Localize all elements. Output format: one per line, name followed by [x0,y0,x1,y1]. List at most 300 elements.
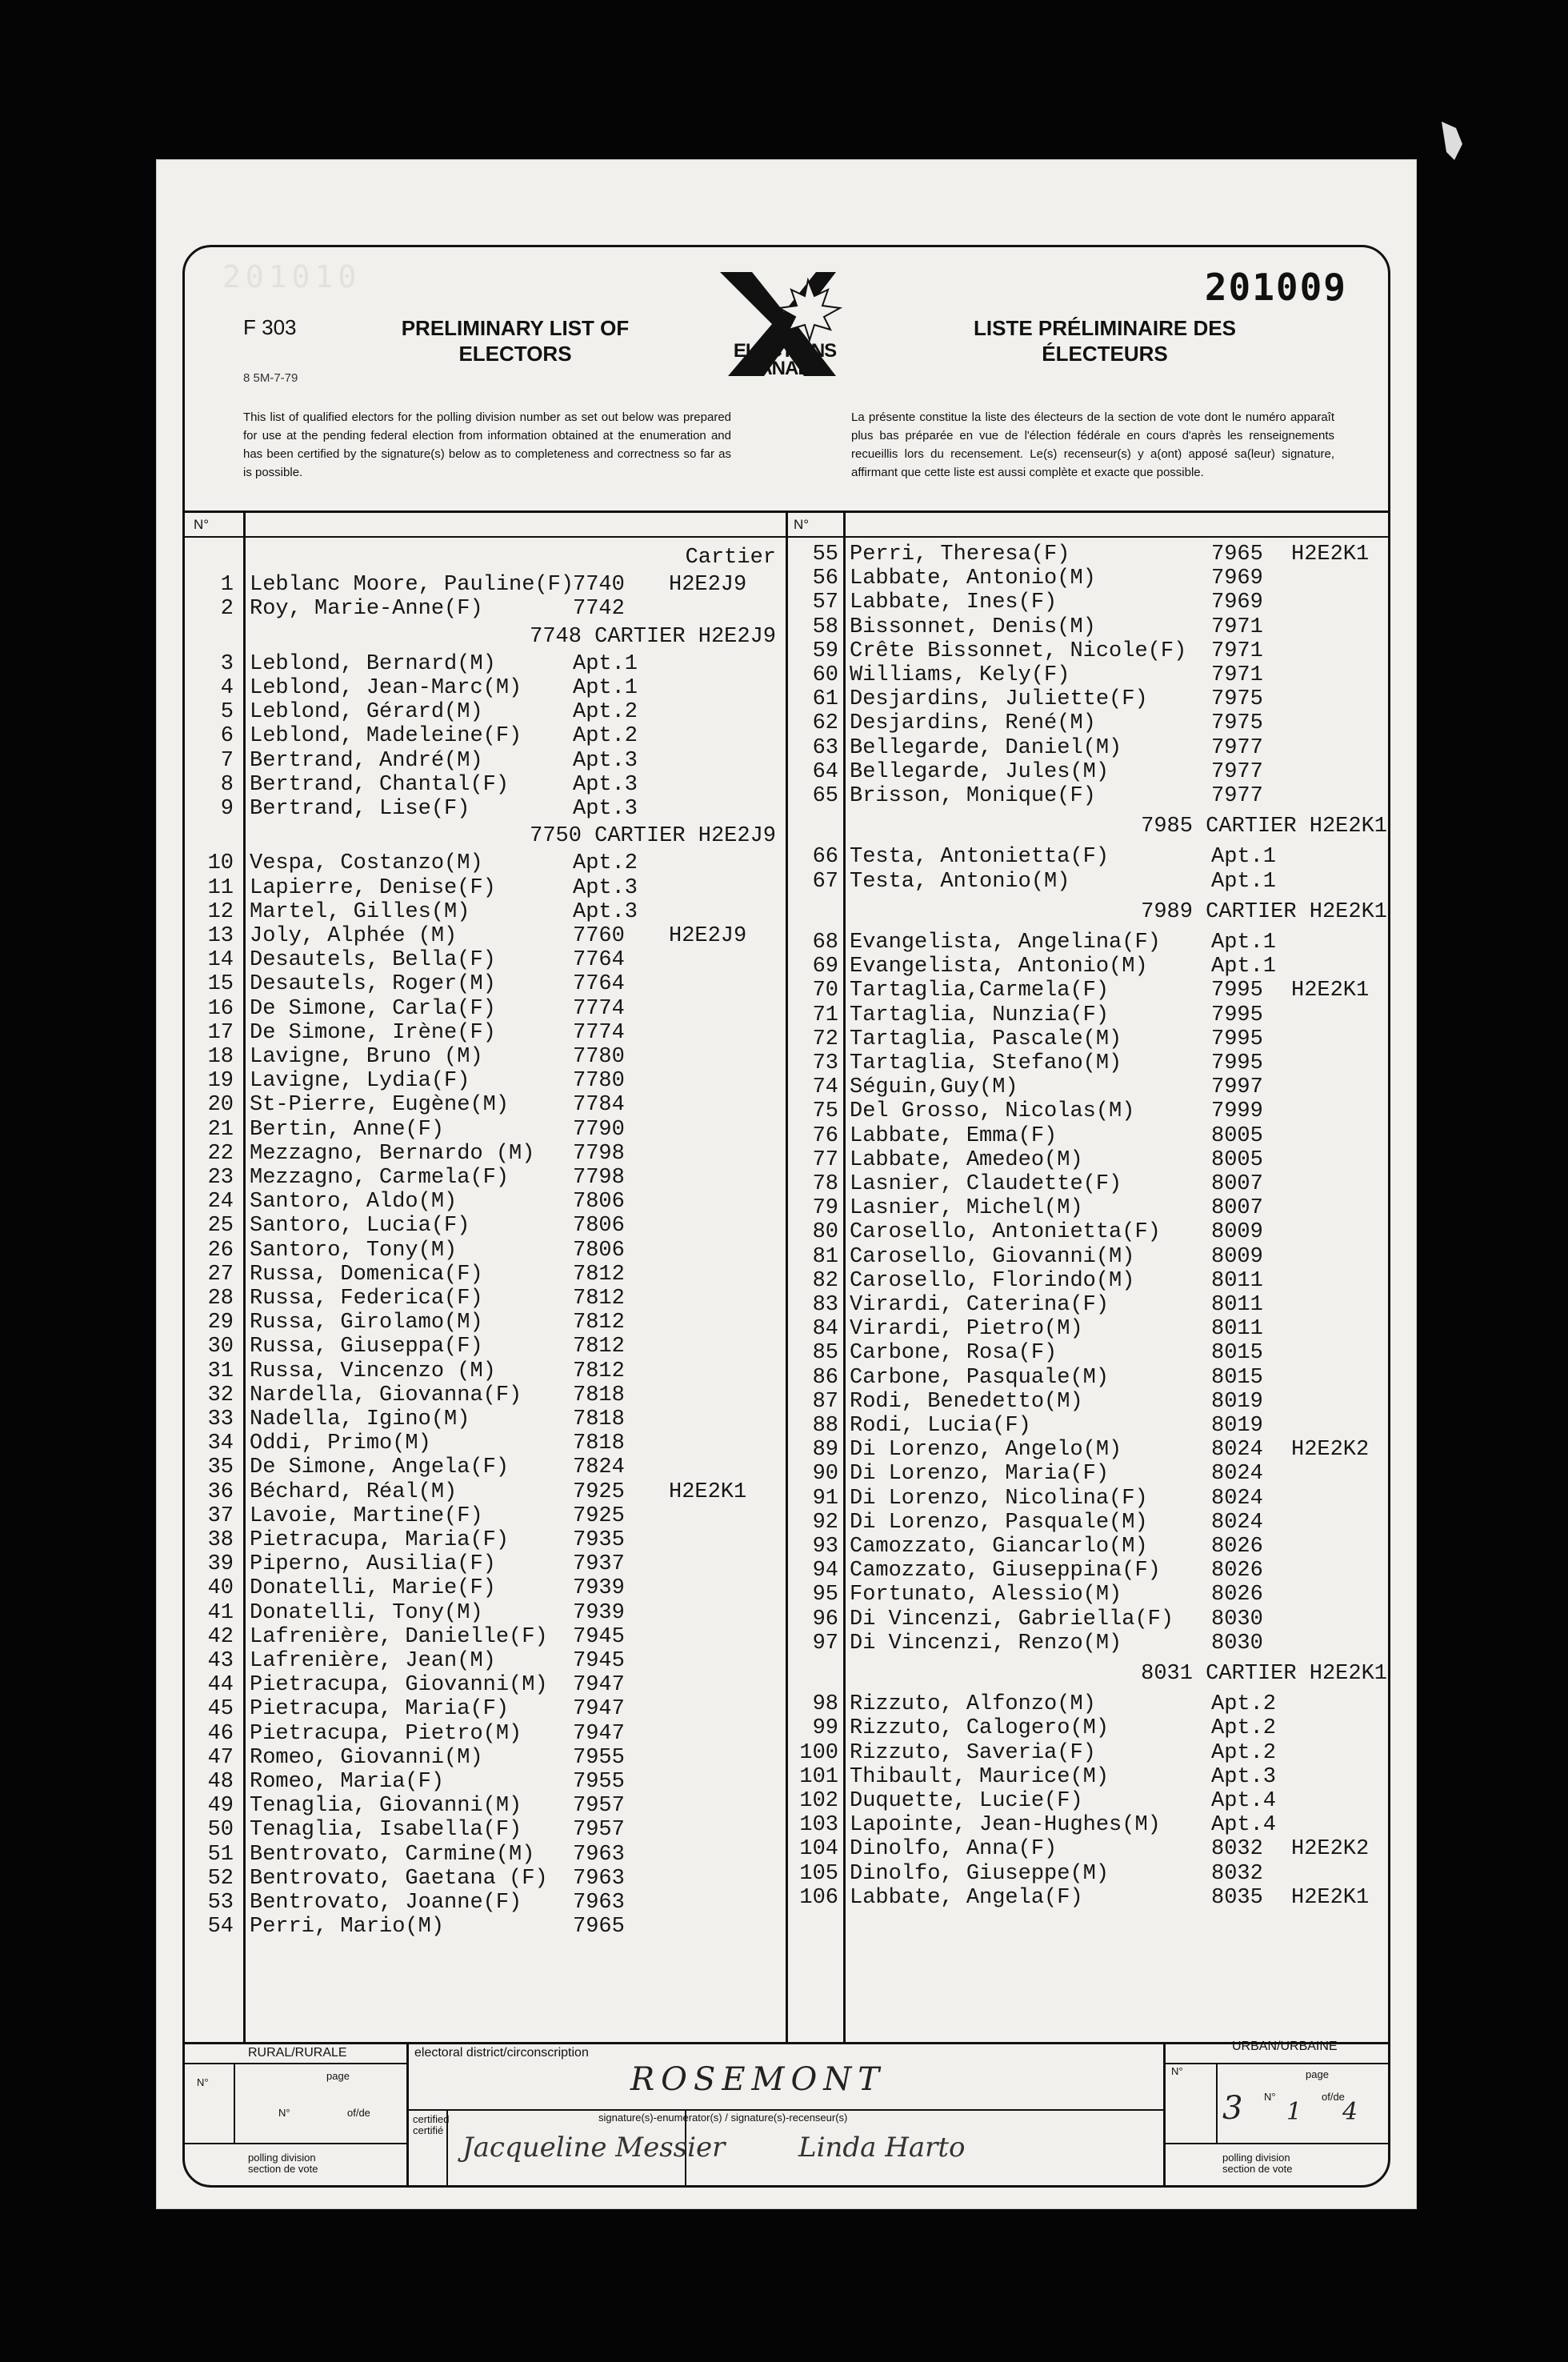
elector-address: Apt.3 [573,875,638,900]
elector-address: 7818 [573,1431,625,1456]
elector-address: Apt.1 [1211,955,1277,979]
elector-address: 7784 [573,1093,625,1118]
left-street-header: 7750 CARTIER H2E2J9 [530,824,776,849]
logo-line1: ELECTIONS [733,340,837,362]
elector-name: Virardi, Caterina(F) [850,1293,1110,1317]
elector-number: 19 [207,1069,234,1094]
elector-number: 36 [207,1479,234,1504]
elector-address: 8009 [1211,1244,1263,1269]
urban-no-value: 3 [1222,2090,1243,2127]
elector-address: 7971 [1211,615,1263,639]
elector-number: 80 [812,1220,838,1245]
elector-number: 18 [207,1045,234,1069]
elector-address: 7818 [573,1407,625,1431]
elector-address: Apt.3 [1211,1764,1277,1789]
elector-name: Carosello, Antonietta(F) [850,1220,1161,1245]
elector-name: Lasnier, Michel(M) [850,1196,1083,1221]
elector-name: Di Vincenzi, Renzo(M) [850,1631,1122,1655]
elector-number: 41 [207,1600,234,1625]
elector-address: 8005 [1211,1147,1263,1172]
elector-address: 7977 [1211,759,1263,784]
urban-page-label: page [1306,2068,1329,2080]
elector-number: 58 [812,615,838,639]
elector-name: Di Lorenzo, Angelo(M) [850,1438,1122,1463]
elector-number: 39 [207,1552,234,1577]
postal-code: H2E2J9 [669,573,747,598]
right-row [157,955,1416,979]
elector-name: Labbate, Antonio(M) [850,566,1096,591]
elector-name: Desjardins, Juliette(F) [850,687,1148,712]
elector-address: Apt.1 [1211,845,1277,870]
elector-number: 11 [207,875,234,900]
ghost-serial: 201010 [222,259,362,294]
elector-name: Nadella, Igino(M) [250,1407,470,1431]
elector-number: 85 [812,1341,838,1366]
serial-number: 201009 [1204,266,1347,309]
elector-name: Russa, Federica(F) [250,1287,483,1311]
elector-number: 24 [207,1190,234,1215]
elector-address: 7977 [1211,784,1263,808]
right-row [157,663,1416,687]
elector-name: Bertrand, André(M) [250,748,483,773]
right-row [157,1172,1416,1196]
elector-name: Pietracupa, Maria(F) [250,1528,510,1552]
elector-name: Camozzato, Giancarlo(M) [850,1535,1148,1559]
elector-address: 7925 [573,1503,625,1528]
elector-name: Lafrenière, Danielle(F) [250,1624,548,1649]
footer-hrule-right2 [1163,2143,1390,2144]
elector-number: 4 [220,676,234,700]
elector-address: 7957 [573,1794,625,1819]
elector-name: Testa, Antonio(M) [850,869,1070,894]
elector-number: 15 [207,972,234,997]
elector-address: 7965 [1211,542,1263,566]
elector-name: Perri, Mario(M) [250,1915,445,1940]
elector-address: 7963 [573,1866,625,1891]
form-code: F 303 [243,315,297,339]
right-row [157,1027,1416,1051]
elector-address: 7971 [1211,639,1263,663]
right-row [157,1124,1416,1148]
elector-address: 7764 [573,948,625,973]
elector-address: 7955 [573,1770,625,1794]
elector-address: 7975 [1211,711,1263,736]
elector-number: 7 [220,748,234,773]
right-row [157,760,1416,784]
elector-name: Bentrovato, Joanne(F) [250,1891,522,1915]
urban-of-label: of/de [1322,2091,1345,2103]
right-row [157,1390,1416,1414]
elector-name: Russa, Girolamo(M) [250,1311,483,1335]
elector-number: 105 [799,1861,838,1886]
right-row [157,1099,1416,1123]
elector-address: 8015 [1211,1365,1263,1390]
elector-name: Rizzuto, Saveria(F) [850,1740,1096,1765]
elector-address: Apt.3 [573,797,638,821]
right-row [157,1293,1416,1317]
elector-number: 48 [207,1770,234,1794]
elector-name: Carbone, Pasquale(M) [850,1365,1110,1390]
elector-number: 6 [220,724,234,749]
elector-number: 10 [207,851,234,876]
right-row [157,1631,1416,1655]
title-en-line1: PRELIMINARY LIST OF [401,316,630,340]
elector-number: 16 [207,996,234,1021]
elector-address: 7957 [573,1818,625,1843]
right-row [157,1765,1416,1789]
elector-number: 73 [812,1051,838,1075]
elector-address: 8011 [1211,1317,1263,1342]
elector-address: Apt.1 [1211,931,1277,955]
elector-number: 49 [207,1794,234,1819]
elector-number: 35 [207,1455,234,1480]
elector-name: Tartaglia,Carmela(F) [850,979,1110,1003]
elector-name: Tenaglia, Isabella(F) [250,1818,522,1843]
urban-polling-label1: polling division [1222,2152,1290,2164]
elector-address: Apt.3 [573,899,638,924]
elector-name: Evangelista, Angelina(F) [850,931,1161,955]
right-row [157,1003,1416,1027]
elector-name: De Simone, Angela(F) [250,1455,510,1480]
elector-name: Testa, Antonietta(F) [850,845,1110,870]
elector-address: Apt.2 [573,724,638,749]
elector-number: 72 [812,1027,838,1051]
urban-no-label: N° [1171,2065,1183,2077]
elector-address: 7999 [1211,1099,1263,1124]
elector-address: 8007 [1211,1172,1263,1196]
elector-name: Tartaglia, Pascale(M) [850,1027,1122,1051]
elector-name: Leblond, Madeleine(F) [250,724,522,749]
elector-address: 7997 [1211,1075,1263,1100]
right-street-header: 7985 CARTIER H2E2K1 [1141,815,1387,839]
elector-name: Tartaglia, Nunzia(F) [850,1003,1110,1027]
elector-address: 7977 [1211,735,1263,760]
elector-number: 27 [207,1262,234,1287]
elector-name: Duquette, Lucie(F) [850,1789,1083,1813]
title-en-line2: ELECTORS [458,342,572,366]
elector-name: Lavigne, Lydia(F) [250,1069,470,1094]
elector-number: 3 [220,651,234,676]
elector-name: Di Vincenzi, Gabriella(F) [850,1607,1174,1631]
elector-number: 8 [220,772,234,797]
elector-address: 7963 [573,1842,625,1867]
elector-address: 7806 [573,1190,625,1215]
rural-no-label: N° [197,2076,209,2088]
elector-name: Tenaglia, Giovanni(M) [250,1794,522,1819]
elector-name: Perri, Theresa(F) [850,542,1070,566]
right-row [157,590,1416,615]
rural-label: RURAL/RURALE [248,2046,347,2060]
elector-number: 94 [812,1559,838,1583]
elector-number: 90 [812,1462,838,1487]
elector-name: Martel, Gilles(M) [250,899,470,924]
postal-code: H2E2K1 [1291,1885,1370,1910]
postal-code: H2E2K2 [1291,1438,1370,1463]
elector-number: 26 [207,1238,234,1263]
right-row [157,1341,1416,1365]
elector-name: Leblond, Gérard(M) [250,700,483,725]
elector-name: Roy, Marie-Anne(F) [250,597,483,622]
elector-name: Crête Bissonnet, Nicole(F) [850,639,1187,663]
elector-address: 8019 [1211,1389,1263,1414]
elector-address: 7995 [1211,1051,1263,1075]
elector-number: 81 [812,1244,838,1269]
paper-fragment [1440,120,1464,168]
elector-name: Carosello, Giovanni(M) [850,1244,1135,1269]
elector-address: 7812 [573,1359,625,1383]
elector-number: 44 [207,1673,234,1698]
left-row [157,1915,1416,1939]
right-row [157,1245,1416,1269]
elector-name: Lavigne, Bruno (M) [250,1045,483,1069]
right-street-header: 7989 CARTIER H2E2K1 [1141,899,1387,924]
elector-number: 74 [812,1075,838,1100]
elector-name: Desautels, Bella(F) [250,948,496,973]
elector-address: 7812 [573,1287,625,1311]
elector-name: Desautels, Roger(M) [250,972,496,997]
elector-name: Leblond, Bernard(M) [250,651,496,676]
right-row [157,566,1416,590]
elector-number: 50 [207,1818,234,1843]
district-value: ROSEMONT [630,2061,886,2098]
elector-address: 8026 [1211,1535,1263,1559]
elector-name: Donatelli, Marie(F) [250,1576,496,1601]
elector-name: Thibault, Maurice(M) [850,1764,1110,1789]
elector-address: 8024 [1211,1510,1263,1535]
logo-line2: CANADA [746,358,824,379]
elector-address: 7824 [573,1455,625,1480]
elector-address: Apt.4 [1211,1813,1277,1838]
elector-name: Rizzuto, Alfonzo(M) [850,1692,1096,1717]
elector-name: Leblanc Moore, Pauline(F) [250,573,574,598]
elector-address: 8005 [1211,1123,1263,1148]
left-street-header: Cartier [685,546,776,570]
elector-number: 46 [207,1721,234,1746]
elector-address: 8015 [1211,1341,1263,1366]
elector-address: 7760 [573,924,625,948]
elector-address: 8024 [1211,1438,1263,1463]
elector-number: 100 [799,1740,838,1765]
elector-number: 30 [207,1335,234,1359]
right-row [157,1438,1416,1462]
right-row [157,1269,1416,1293]
elector-address: 7975 [1211,687,1263,712]
elector-name: Labbate, Emma(F) [850,1123,1058,1148]
elector-number: 21 [207,1117,234,1142]
elector-number: 54 [207,1915,234,1940]
elector-address: 7742 [573,597,625,622]
elector-number: 66 [812,845,838,870]
right-row [157,931,1416,955]
left-street-header: 7748 CARTIER H2E2J9 [530,624,776,649]
elector-name: Romeo, Maria(F) [250,1770,445,1794]
elector-number: 38 [207,1528,234,1552]
elector-name: Labbate, Ines(F) [850,590,1058,615]
elector-number: 56 [812,566,838,591]
elector-address: 7971 [1211,663,1263,687]
elector-address: Apt.2 [1211,1740,1277,1765]
intro-english: This list of qualified electors for the polling division number as set out below was prepared for use at the pending federal election from information obtained at the enumeration and has been certified by the signature(s) below as to completeness and correctness so far as is possible. [243,410,731,479]
elector-address: 7774 [573,1020,625,1045]
elector-address: 7818 [573,1383,625,1407]
elector-number: 47 [207,1745,234,1770]
elector-number: 83 [812,1293,838,1317]
right-row [157,542,1416,566]
elector-address: 7945 [573,1624,625,1649]
elector-address: 7780 [573,1045,625,1069]
rural-polling-label2: section de vote [248,2163,318,2175]
elector-number: 101 [799,1764,838,1789]
right-row [157,784,1416,808]
elector-number: 43 [207,1649,234,1673]
rural-page-label: page [326,2070,350,2082]
elector-number: 82 [812,1268,838,1293]
urban-label: URBAN/URBAINE [1232,2040,1338,2053]
elector-name: Bertrand, Chantal(F) [250,772,510,797]
elector-address: 8026 [1211,1583,1263,1607]
elector-number: 98 [812,1692,838,1717]
elector-address: 8030 [1211,1607,1263,1631]
title-fr-line1: LISTE PRÉLIMINAIRE DES [974,316,1236,340]
right-row [157,1716,1416,1740]
elector-address: 8019 [1211,1414,1263,1438]
right-row [157,870,1416,894]
elector-name: Romeo, Giovanni(M) [250,1745,483,1770]
elector-number: 69 [812,955,838,979]
urban-no-label-2: N° [1264,2091,1276,2103]
elector-name: Virardi, Pietro(M) [850,1317,1083,1342]
elector-address: Apt.2 [1211,1716,1277,1741]
elector-address: 8024 [1211,1462,1263,1487]
certified-label2: certifié [413,2124,444,2136]
footer-hrule-mid [406,2109,1163,2111]
elector-name: Béchard, Réal(M) [250,1479,458,1504]
elector-address: 7806 [573,1238,625,1263]
document-sheet [157,160,1416,2208]
elector-address: Apt.1 [573,651,638,676]
elector-name: Lapierre, Denise(F) [250,875,496,900]
elector-number: 104 [799,1837,838,1862]
elector-name: St-Pierre, Eugène(M) [250,1093,510,1118]
elector-name: Lapointe, Jean-Hughes(M) [850,1813,1161,1838]
elector-address: Apt.2 [573,851,638,876]
urban-polling-label2: section de vote [1222,2163,1293,2175]
elector-number: 96 [812,1607,838,1631]
right-row [157,1051,1416,1075]
elector-name: Di Lorenzo, Pasquale(M) [850,1510,1148,1535]
urban-of-value: 4 [1342,2098,1358,2126]
elector-name: Labbate, Angela(F) [850,1885,1083,1910]
right-row [157,687,1416,711]
intro-french: La présente constitue la liste des électeurs de la section de vote dont le numéro apparaît plus bas préparée en vue de l'élection fédérale en cours d'après les renseignements recueillis lors du recensement. Le(s) recenseur(s) y a(ont) apposé sa(leur) signature, affirmant que cette liste est aussi complète et exacte que possible. [851,410,1334,479]
elector-number: 79 [812,1196,838,1221]
elector-address: 7963 [573,1891,625,1915]
elector-name: Pietracupa, Maria(F) [250,1697,510,1722]
postal-code: H2E2K1 [1291,979,1370,1003]
elector-address: 7790 [573,1117,625,1142]
elector-address: 7969 [1211,590,1263,615]
elector-address: 8030 [1211,1631,1263,1655]
elector-name: De Simone, Irène(F) [250,1020,496,1045]
right-row [157,736,1416,760]
elector-number: 14 [207,948,234,973]
elector-name: Oddi, Primo(M) [250,1431,431,1456]
right-row [157,639,1416,663]
elector-address: 7947 [573,1721,625,1746]
elector-name: Pietracupa, Giovanni(M) [250,1673,548,1698]
elector-address: 7812 [573,1262,625,1287]
elector-address: 7806 [573,1214,625,1239]
elector-name: Bertrand, Lise(F) [250,797,470,821]
elector-address: 7740 [573,573,625,598]
elector-number: 64 [812,759,838,784]
elector-number: 95 [812,1583,838,1607]
footer-hrule-left2 [182,2143,406,2144]
elector-name: Carbone, Rosa(F) [850,1341,1058,1366]
elector-address: 8011 [1211,1268,1263,1293]
right-row [157,1148,1416,1172]
elector-number: 106 [799,1885,838,1910]
elector-address: 7812 [573,1311,625,1335]
postal-code: H2E2J9 [669,924,747,948]
elector-name: Russa, Giuseppa(F) [250,1335,483,1359]
elector-address: Apt.1 [573,676,638,700]
elector-number: 42 [207,1624,234,1649]
form-date: 8 5M-7-79 [243,371,298,385]
district-label: electoral district/circonscription [414,2046,589,2060]
right-row [157,1886,1416,1910]
elector-address: Apt.2 [1211,1692,1277,1717]
right-row [157,1692,1416,1716]
elector-number: 71 [812,1003,838,1027]
elector-number: 57 [812,590,838,615]
elector-number: 5 [220,700,234,725]
elector-number: 76 [812,1123,838,1148]
elector-number: 78 [812,1172,838,1196]
elector-name: Lasnier, Claudette(F) [850,1172,1122,1196]
right-street-header: 8031 CARTIER H2E2K1 [1141,1662,1387,1686]
right-row [157,1220,1416,1244]
elector-address: 7955 [573,1745,625,1770]
right-row [157,1607,1416,1631]
elector-address: 7764 [573,972,625,997]
elector-address: 8032 [1211,1861,1263,1886]
signature-2: Linda Harto [798,2132,966,2164]
elector-name: De Simone, Carla(F) [250,996,496,1021]
footer-hrule-right [1163,2063,1390,2064]
elector-number: 91 [812,1486,838,1511]
elector-name: Desjardins, René(M) [850,711,1096,736]
elector-number: 45 [207,1697,234,1722]
elector-number: 84 [812,1317,838,1342]
elector-address: 7925 [573,1479,625,1504]
elector-address: 7947 [573,1697,625,1722]
elector-address: 8032 [1211,1837,1263,1862]
elector-name: Fortunato, Alessio(M) [850,1583,1122,1607]
elector-name: Rizzuto, Calogero(M) [850,1716,1110,1741]
right-row [157,615,1416,639]
rural-no-label-2: N° [278,2107,290,2119]
footer-hrule-left [182,2063,406,2064]
title-fr-line2: ÉLECTEURS [1042,342,1168,366]
elector-name: Bentrovato, Gaetana (F) [250,1866,548,1891]
certified-label1: certified [413,2113,450,2125]
right-row [157,1196,1416,1220]
elector-number: 55 [812,542,838,566]
right-row [157,1789,1416,1813]
elector-name: Joly, Alphée (M) [250,924,458,948]
elector-name: Brisson, Monique(F) [850,784,1096,808]
